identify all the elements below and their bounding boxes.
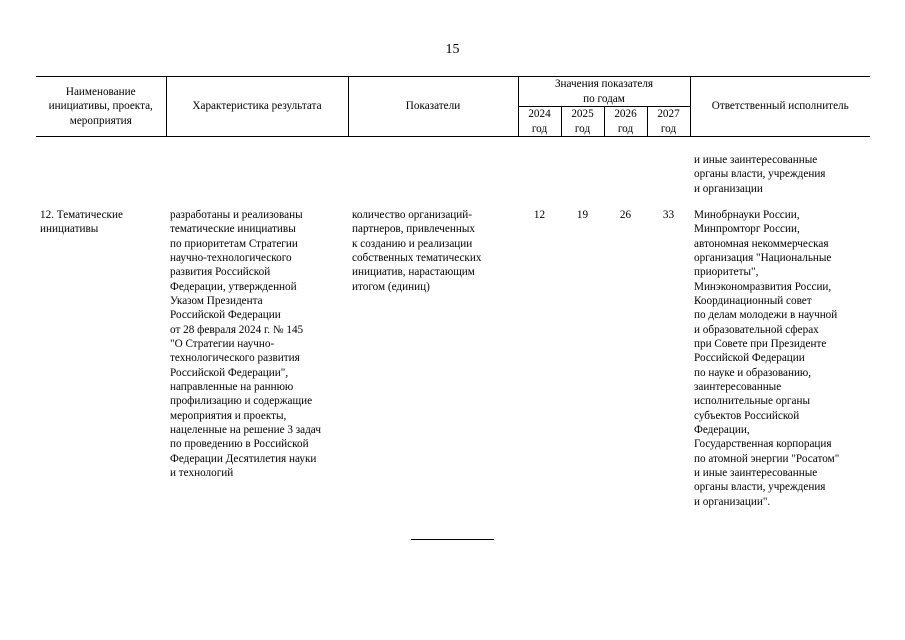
header-responsible: Ответственный исполнитель <box>690 77 870 137</box>
header-indicator-values: Значения показателя по годам <box>518 77 690 107</box>
value-2027: 33 <box>662 208 675 221</box>
closing-rule <box>411 539 494 540</box>
page-number: 15 <box>445 42 460 57</box>
value-2025: 19 <box>576 208 589 221</box>
header-year-2027: 2027 год <box>647 107 690 137</box>
empty-cell <box>518 137 561 196</box>
empty-cell <box>561 137 604 196</box>
header-result-characteristic: Характеристика результата <box>166 77 348 137</box>
initiative-name: 12. Тематические инициативы <box>40 208 123 236</box>
empty-cell <box>36 137 166 196</box>
result-characteristic: разработаны и реализованы тематические инициативы по приоритетам Стратегии научно-технологического развития Российской Федерации, утвержденной Указом Президента Российской Федерации от 28 февраля 2024 г. № 145 "О Стратегии научно- технологического развития Российской Федерации", направленные на раннюю профилизацию и содержащие мероприятия и проекты, нацеленные на решение 3 задач по проведению в Российской Федерации Десятилетия науки и технологий <box>170 208 321 479</box>
responsible-executors: Минобрнауки России, Минпромторг России, автономная некоммерческая организация "Национальные приоритеты", Минэкономразвития России, Координационный совет по делам молодежи в научной и образовательной сферах при Совете при Президенте Российской Федерации по науке и образованию, заинтересованные исполнительные органы субъектов Российской Федерации, Государственная корпорация по атомной энергии "Росатом" и иные заинтересованные органы власти, учреждения и организации". <box>694 208 840 508</box>
table-row-12 <box>36 196 870 509</box>
table-header <box>36 77 870 137</box>
value-2024: 12 <box>533 208 546 221</box>
table-row-continuation <box>36 137 870 196</box>
header-initiative-name: Наименование инициативы, проекта, мероприятия <box>36 77 166 137</box>
header-year-2024: 2024 год <box>518 107 561 137</box>
value-2026: 26 <box>619 208 632 221</box>
indicator-description: количество организаций- партнеров, привлеченных к созданию и реализации собственных тематических инициатив, нарастающим итогом (единиц) <box>352 208 482 293</box>
responsible-continuation: и иные заинтересованные органы власти, учреждения и организации <box>694 154 826 195</box>
empty-cell <box>604 137 647 196</box>
empty-cell <box>647 137 690 196</box>
header-indicators: Показатели <box>348 77 518 137</box>
header-year-2026: 2026 год <box>604 107 647 137</box>
empty-cell <box>166 137 348 196</box>
indicators-table <box>36 76 870 509</box>
empty-cell <box>348 137 518 196</box>
header-year-2025: 2025 год <box>561 107 604 137</box>
